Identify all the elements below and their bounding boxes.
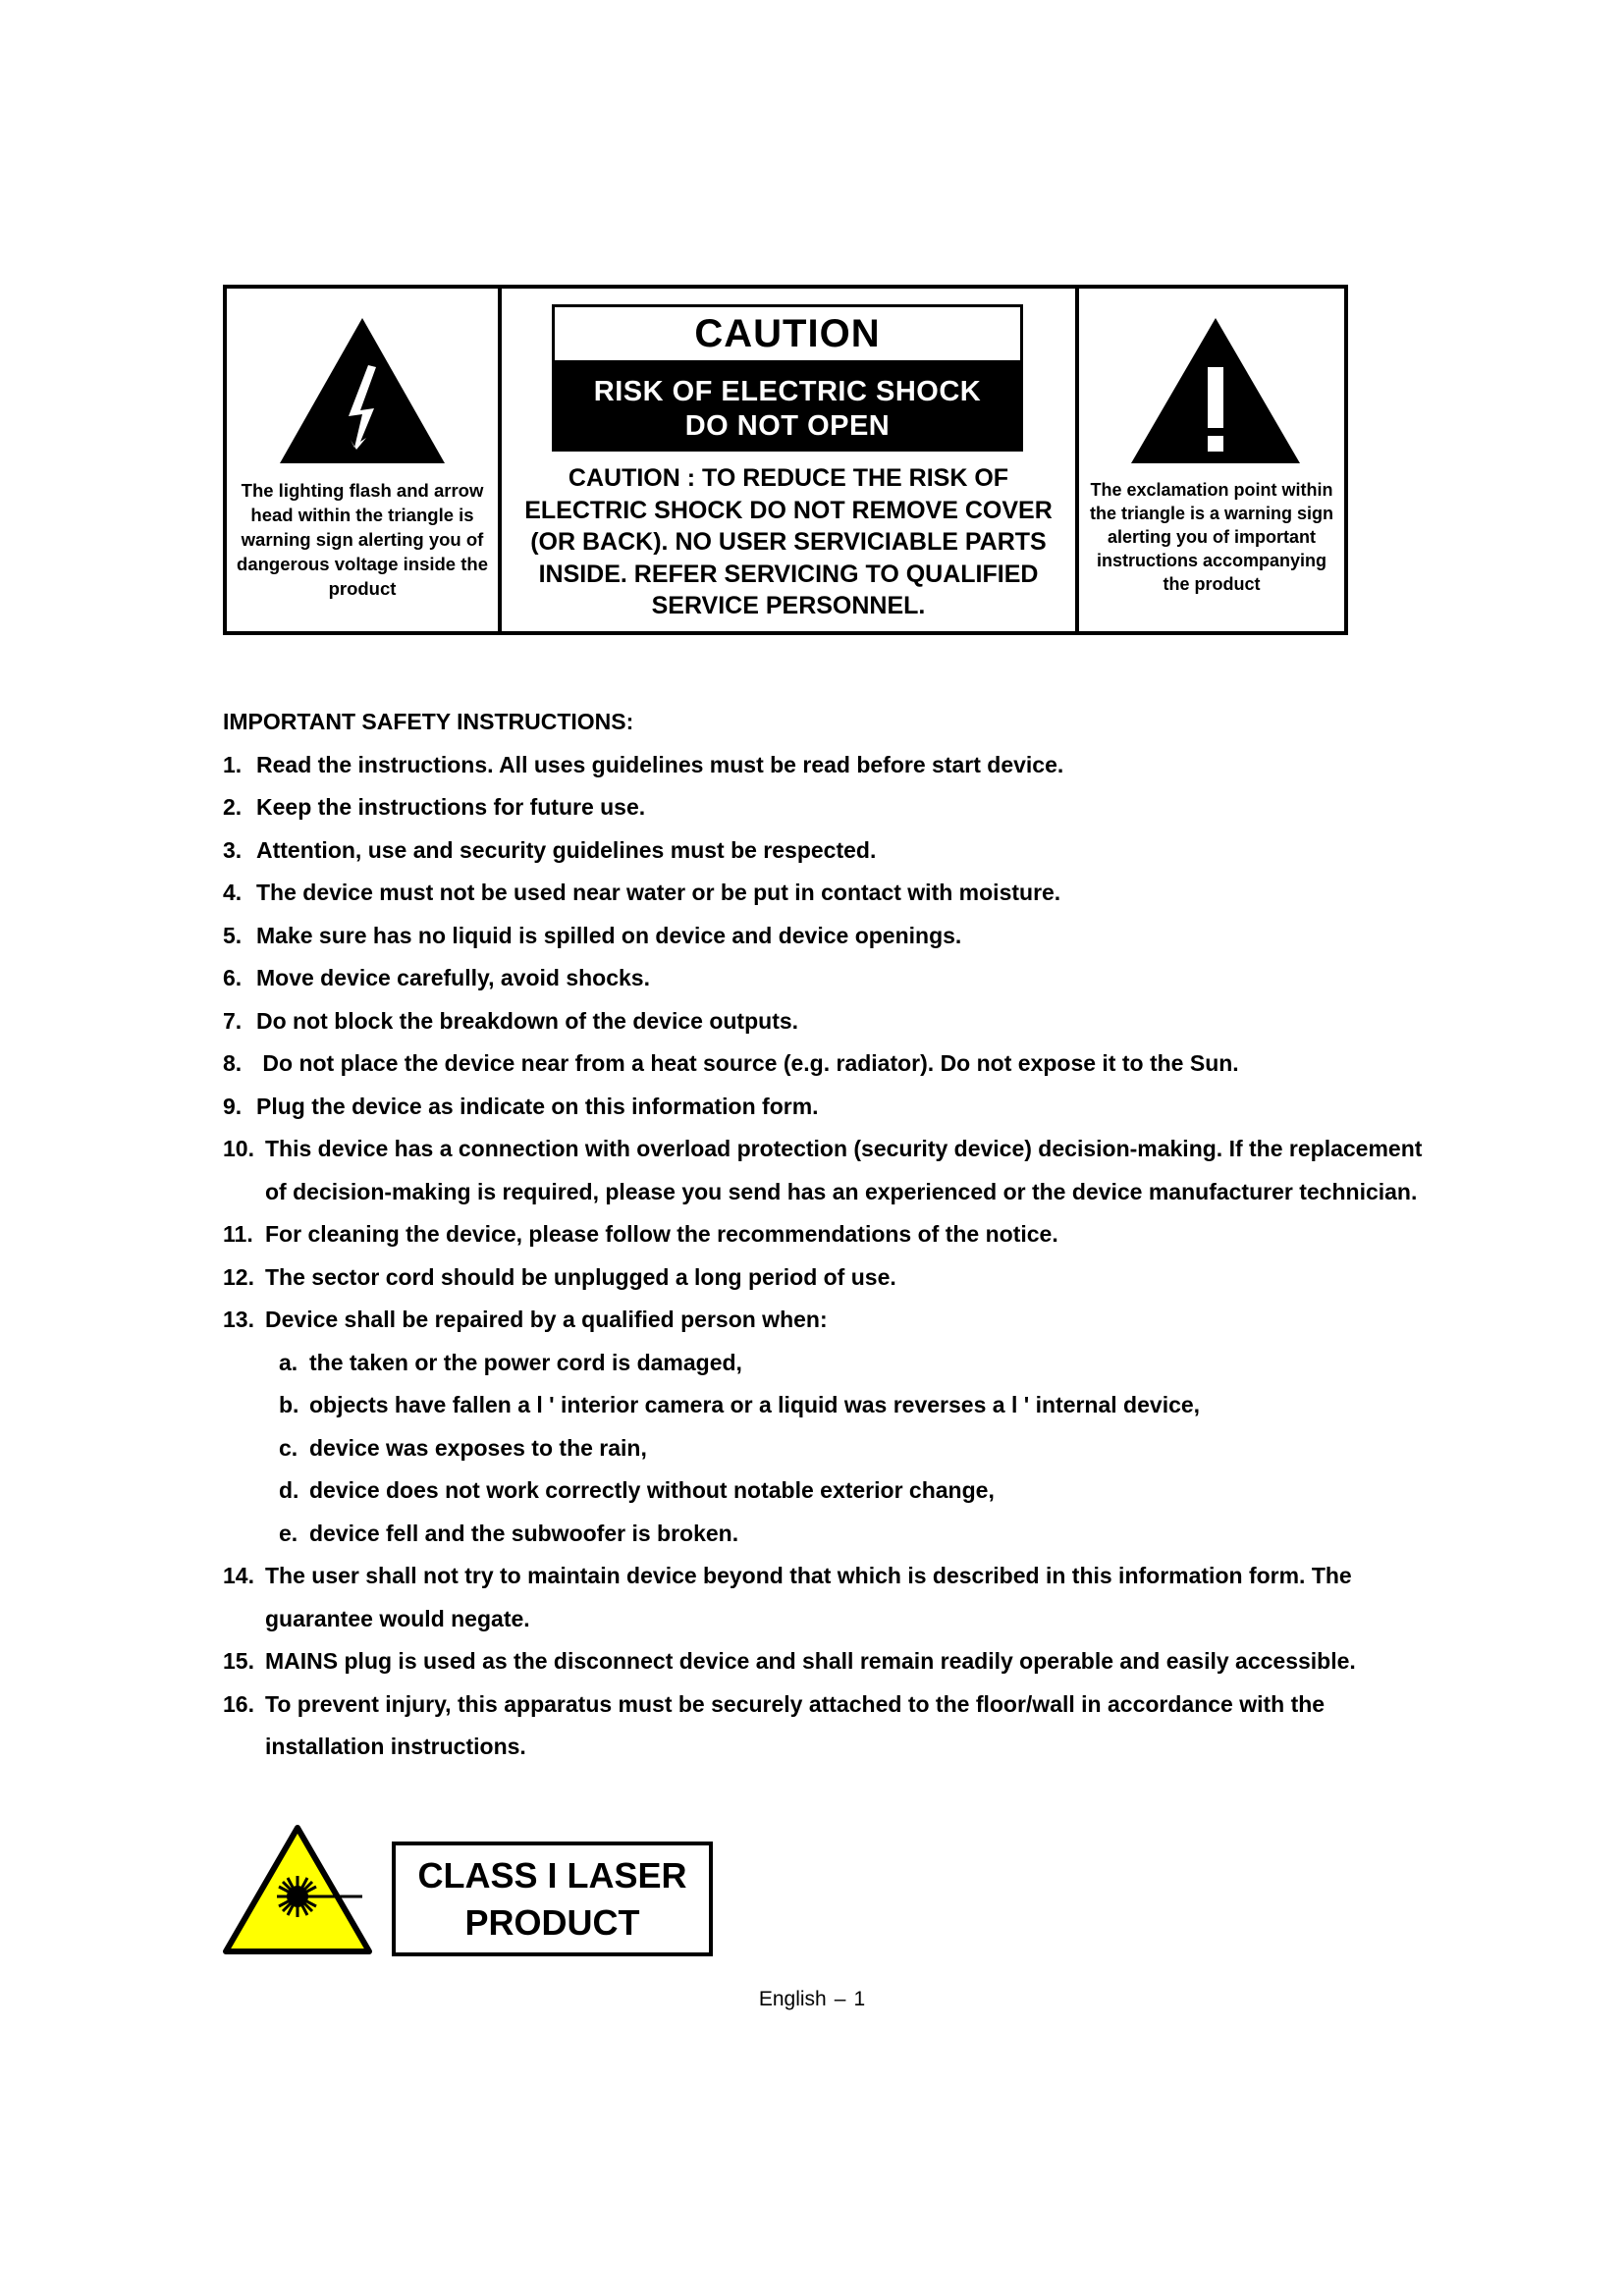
item-number: 14.	[223, 1563, 254, 1588]
lightning-warning-icon	[278, 316, 447, 465]
item-text: The sector cord should be unplugged a long period of use.	[265, 1263, 896, 1290]
item-number: 15.	[223, 1648, 254, 1674]
item-text: MAINS plug is used as the disconnect device and shall remain readily operable and easily accessible.	[265, 1648, 1356, 1674]
item-number: 6.	[223, 965, 243, 990]
exclamation-panel	[1079, 289, 1344, 631]
list-item	[223, 1128, 1440, 1213]
sub-item-text: objects have fallen a l ' interior camera or a liquid was reverses a l ' internal device,	[309, 1392, 1201, 1417]
caution-box	[223, 285, 1348, 635]
sub-list-item	[223, 1384, 1440, 1427]
list-item	[223, 1000, 1440, 1043]
laser-warning-icon	[222, 1824, 373, 1955]
instructions-title: IMPORTANT SAFETY INSTRUCTIONS:	[223, 709, 634, 734]
footer-language: English	[758, 1988, 827, 2010]
lightning-description: The lighting flash and arrow head within the triangle is warning sign alerting you of dangerous voltage inside the product	[237, 480, 488, 599]
sub-item-letter: a.	[279, 1349, 298, 1375]
item-text: Move device carefully, avoid shocks.	[256, 965, 650, 990]
sub-list-item	[223, 1513, 1440, 1556]
banner-line-2: DO NOT OPEN	[684, 410, 891, 442]
laser-label-line-2: PRODUCT	[464, 1902, 640, 1943]
caution-panel	[502, 289, 1079, 631]
sub-item-letter: e.	[279, 1520, 298, 1546]
page-footer	[0, 1988, 1624, 2011]
item-text: Device shall be repaired by a qualified person when:	[265, 1307, 828, 1332]
sub-list-item	[223, 1342, 1440, 1385]
item-number: 7.	[223, 1007, 243, 1034]
footer-separator: –	[834, 1988, 846, 2010]
sub-item-text: device fell and the subwoofer is broken.	[309, 1520, 739, 1546]
item-text: Do not place the device near from a heat source (e.g. radiator). Do not expose it to the Sun.	[256, 1050, 1239, 1076]
lightning-panel	[227, 289, 502, 631]
item-number: 8.	[223, 1050, 243, 1076]
item-text: To prevent injury, this apparatus must be securely attached to the floor/wall in accordance with the installation instructions.	[265, 1690, 1326, 1759]
caution-body: CAUTION : TO REDUCE THE RISK OF ELECTRIC SHOCK DO NOT REMOVE COVER (OR BACK). NO USER SERVICIABLE PARTS INSIDE. REFER SERVICING TO QUALIFIED SERVICE PERSONNEL.	[524, 464, 1053, 619]
item-text: Keep the instructions for future use.	[256, 794, 646, 820]
list-item	[223, 1640, 1440, 1683]
item-number: 12.	[223, 1263, 254, 1290]
sub-item-letter: b.	[279, 1392, 299, 1417]
list-item	[223, 744, 1440, 787]
list-item	[223, 829, 1440, 873]
caution-banner	[552, 360, 1023, 452]
item-text: This device has a connection with overload protection (security device) decision-making. If the replacement of decision-making is required, please you send has an experienced or the device manufacturer technician.	[265, 1136, 1423, 1204]
item-number: 3.	[223, 836, 243, 863]
list-item	[223, 1683, 1440, 1769]
banner-line-1: RISK OF ELECTRIC SHOCK	[593, 376, 982, 407]
sub-item-text: the taken or the power cord is damaged,	[309, 1349, 742, 1375]
footer-page-number: 1	[853, 1988, 866, 2010]
item-number: 11.	[223, 1221, 253, 1247]
list-item	[223, 1042, 1440, 1086]
caution-title: CAUTION	[694, 311, 881, 355]
safety-instructions	[223, 701, 1440, 1769]
list-item	[223, 915, 1440, 958]
item-number: 2.	[223, 794, 243, 820]
list-item	[223, 1256, 1440, 1300]
item-number: 1.	[223, 751, 243, 777]
list-item	[223, 1555, 1440, 1640]
item-text: Read the instructions. All uses guidelines must be read before start device.	[256, 751, 1064, 777]
exclamation-description: The exclamation point within the triangle is a warning sign alerting you of important instructions accompanying the product	[1089, 480, 1334, 594]
laser-label-line-1: CLASS I LASER	[417, 1855, 687, 1896]
sub-item-text: device does not work correctly without notable exterior change,	[309, 1477, 995, 1503]
list-item	[223, 1299, 1440, 1342]
list-item	[223, 786, 1440, 829]
item-text: Do not block the breakdown of the device outputs.	[256, 1007, 799, 1034]
caution-header	[552, 304, 1023, 452]
item-text: Make sure has no liquid is spilled on device and device openings.	[256, 922, 962, 948]
laser-class-label	[392, 1842, 713, 1956]
list-item	[223, 872, 1440, 915]
list-item	[223, 1086, 1440, 1129]
item-number: 10.	[223, 1136, 254, 1161]
exclamation-warning-icon	[1129, 316, 1302, 465]
item-number: 9.	[223, 1093, 243, 1119]
item-text: Attention, use and security guidelines must be respected.	[256, 836, 877, 863]
item-number: 5.	[223, 922, 243, 948]
sub-item-letter: d.	[279, 1477, 299, 1503]
sub-item-text: device was exposes to the rain,	[309, 1434, 647, 1461]
item-text: For cleaning the device, please follow the recommendations of the notice.	[265, 1221, 1058, 1247]
sub-item-letter: c.	[279, 1434, 298, 1461]
sub-list-item	[223, 1427, 1440, 1470]
item-number: 13.	[223, 1307, 254, 1332]
item-text: Plug the device as indicate on this information form.	[256, 1093, 819, 1119]
sub-list-item	[223, 1469, 1440, 1513]
item-text: The device must not be used near water or be put in contact with moisture.	[256, 880, 1061, 905]
list-item	[223, 957, 1440, 1000]
item-number: 16.	[223, 1690, 254, 1717]
list-item	[223, 1213, 1440, 1256]
item-text: The user shall not try to maintain device beyond that which is described in this information form. The guarantee would negate.	[265, 1563, 1352, 1631]
item-number: 4.	[223, 880, 243, 905]
